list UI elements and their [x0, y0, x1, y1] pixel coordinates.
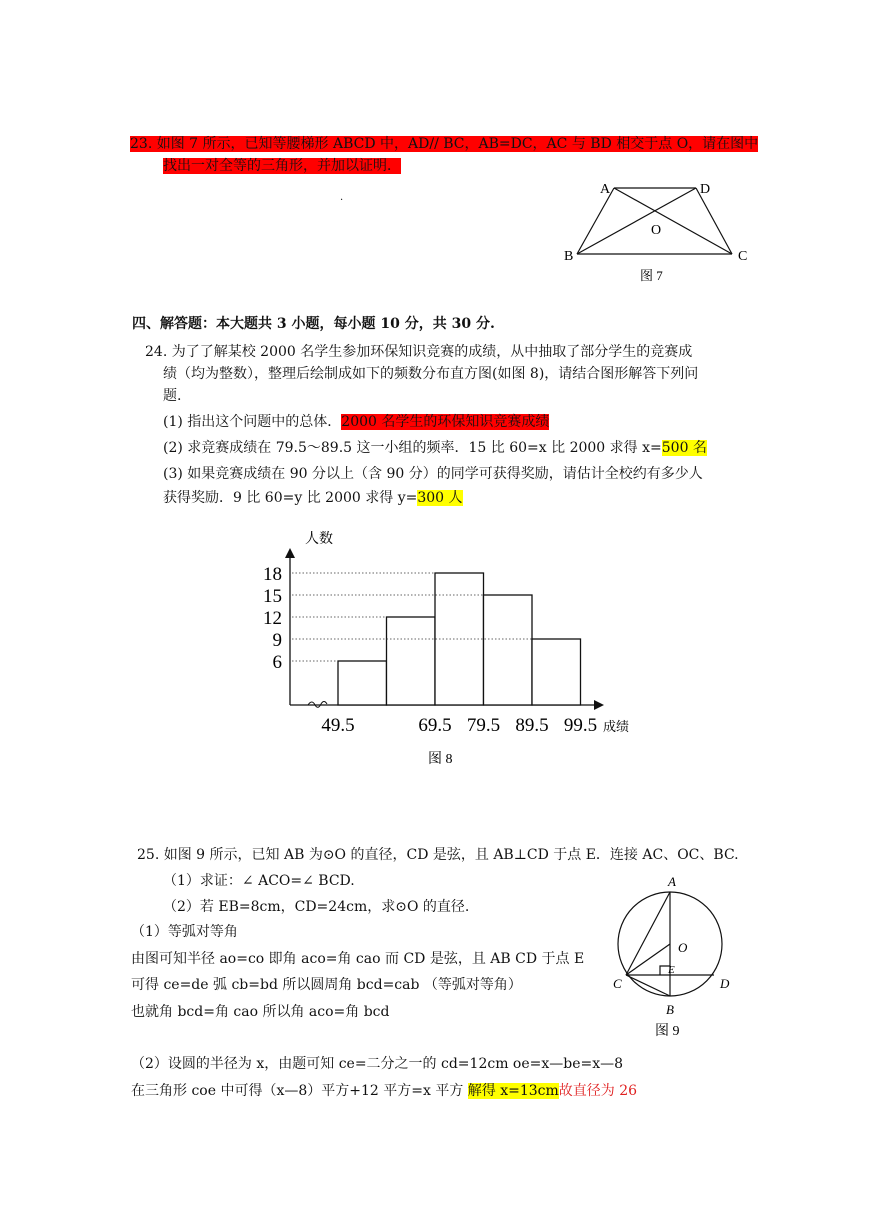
q24-part1: [163, 412, 549, 432]
label-o: O: [651, 223, 662, 238]
c9-label-c: C: [613, 976, 622, 991]
q23-line2-text: 找出一对全等的三角形，并加以证明．: [163, 158, 401, 174]
q24-line2: 绩（均为整数），整理后绘制成如下的频数分布直方图(如图 8)，请结合图形解答下列问: [163, 366, 699, 382]
x-tick-label: 79.5: [466, 715, 501, 736]
c9-label-o: O: [678, 940, 688, 955]
x-tick-label: 49.5: [321, 715, 355, 736]
label-b: B: [564, 249, 574, 264]
x-tick-label: 99.5: [563, 715, 598, 736]
q23-line1-text: 23. 如图 7 所示，已知等腰梯形 ABCD 中，AD// BC，AB=DC，AC 与 BD 相交于点 O，请在图中: [130, 136, 759, 152]
q24-part1-answer: 2000 名学生的环保知识竞赛成绩: [341, 414, 550, 430]
segment-bc: [626, 975, 670, 996]
q23-line1: [130, 134, 758, 154]
x-axis-arrow: [594, 700, 604, 710]
q25-answer2-red: 故直径为 26: [558, 1083, 638, 1099]
segment-oc: [626, 944, 670, 975]
c9-label-a: A: [668, 874, 676, 889]
y-axis-title: 人数: [305, 532, 333, 547]
histogram-bar: [435, 573, 484, 705]
q24-part2: [163, 438, 707, 458]
q25-answer1-line3: 可得 ce=de 弧 cb=bd 所以圆周角 bcd=cab （等弧对等角）: [131, 977, 522, 993]
q25-answer2-line1: （2）设圆的半径为 x，由题可知 ce=二分之一的 cd=12cm oe=x—be=x—8: [131, 1056, 624, 1072]
q25-part1: （1）求证：∠ ACO=∠ BCD.: [163, 873, 355, 889]
x-tick-label: 69.5: [418, 715, 452, 736]
q23-line2: [163, 156, 401, 176]
q24-part3-line1: (3) 如果竞赛成绩在 90 分以上（含 90 分）的同学可获得奖励，请估计全校约有多少人: [163, 466, 703, 482]
q25-answer2-text: 在三角形 coe 中可得（x—8）平方+12 平方=x 平方: [131, 1083, 468, 1099]
x-tick-label: 89.5: [515, 715, 549, 736]
q24-line3: 题.: [163, 388, 182, 404]
y-axis-arrow: [285, 548, 295, 558]
q24-line1: 24. 为了了解某校 2000 名学生参加环保知识竞赛的成绩，从中抽取了部分学生的竞赛成: [145, 344, 693, 360]
c9-label-d: D: [720, 976, 730, 991]
q25-answer1-line2: 由图可知半径 ao=co 即角 aco=角 cao 而 CD 是弦，且 AB CD 于点 E: [131, 951, 585, 967]
q25-answer1-line4: 也就角 bcd=角 cao 所以角 aco=角 bcd: [131, 1004, 390, 1020]
histogram-bar: [338, 661, 387, 705]
label-a: A: [600, 182, 611, 197]
figure-7-caption: 图 7: [640, 268, 663, 283]
q24-part3-text: 获得奖励．9 比 60=y 比 2000 求得 y=: [163, 490, 418, 506]
y-tick-label: 18: [263, 564, 282, 585]
q24-part1-text: (1) 指出这个问题中的总体．: [163, 414, 342, 430]
segment-ac: [626, 892, 670, 975]
q25-answer2-highlight: 解得 x=13cm: [467, 1083, 559, 1099]
q24-part3-answer: 300 人: [417, 490, 463, 506]
q25-answer2-line2: [131, 1081, 637, 1101]
figure-9-circle: [608, 872, 743, 1044]
q24-part2-text: (2) 求竞赛成绩在 79.5～89.5 这一小组的频率．15 比 60=x 比 2000 求得 x=: [163, 440, 662, 456]
c9-label-b: B: [666, 1002, 674, 1017]
section-4-heading: 四、解答题：本大题共 3 小题，每小题 10 分，共 30 分.: [132, 316, 495, 332]
c9-label-e: E: [668, 964, 675, 976]
x-axis-title: 成绩: [603, 719, 630, 734]
histogram-bar: [484, 595, 533, 705]
histogram-bar: [387, 617, 436, 705]
y-tick-label: 15: [263, 586, 282, 607]
q25-part2: （2）若 EB=8cm，CD=24cm，求⊙O 的直径.: [163, 899, 470, 915]
histogram-bar: [532, 639, 581, 705]
label-d: D: [700, 182, 711, 197]
y-tick-label: 6: [272, 652, 282, 673]
y-tick-label: 9: [272, 630, 282, 651]
q24-part2-answer: 500 名: [661, 440, 707, 456]
q25-line1: 25. 如图 9 所示，已知 AB 为⊙O 的直径，CD 是弦，且 AB⊥CD 于点 E．连接 AC、OC、BC.: [137, 847, 739, 863]
label-c: C: [738, 249, 748, 264]
figure-8-caption: 图 8: [428, 752, 453, 767]
figure-7-trapezoid: [560, 176, 760, 286]
y-tick-label: 12: [263, 608, 282, 629]
q25-answer1-line1: （1）等弧对等角: [131, 924, 238, 940]
histogram-figure-8: [250, 520, 650, 780]
figure-9-caption: 图 9: [655, 1024, 680, 1039]
q24-part3-line2: [163, 488, 463, 508]
stray-dot: .: [340, 192, 344, 203]
